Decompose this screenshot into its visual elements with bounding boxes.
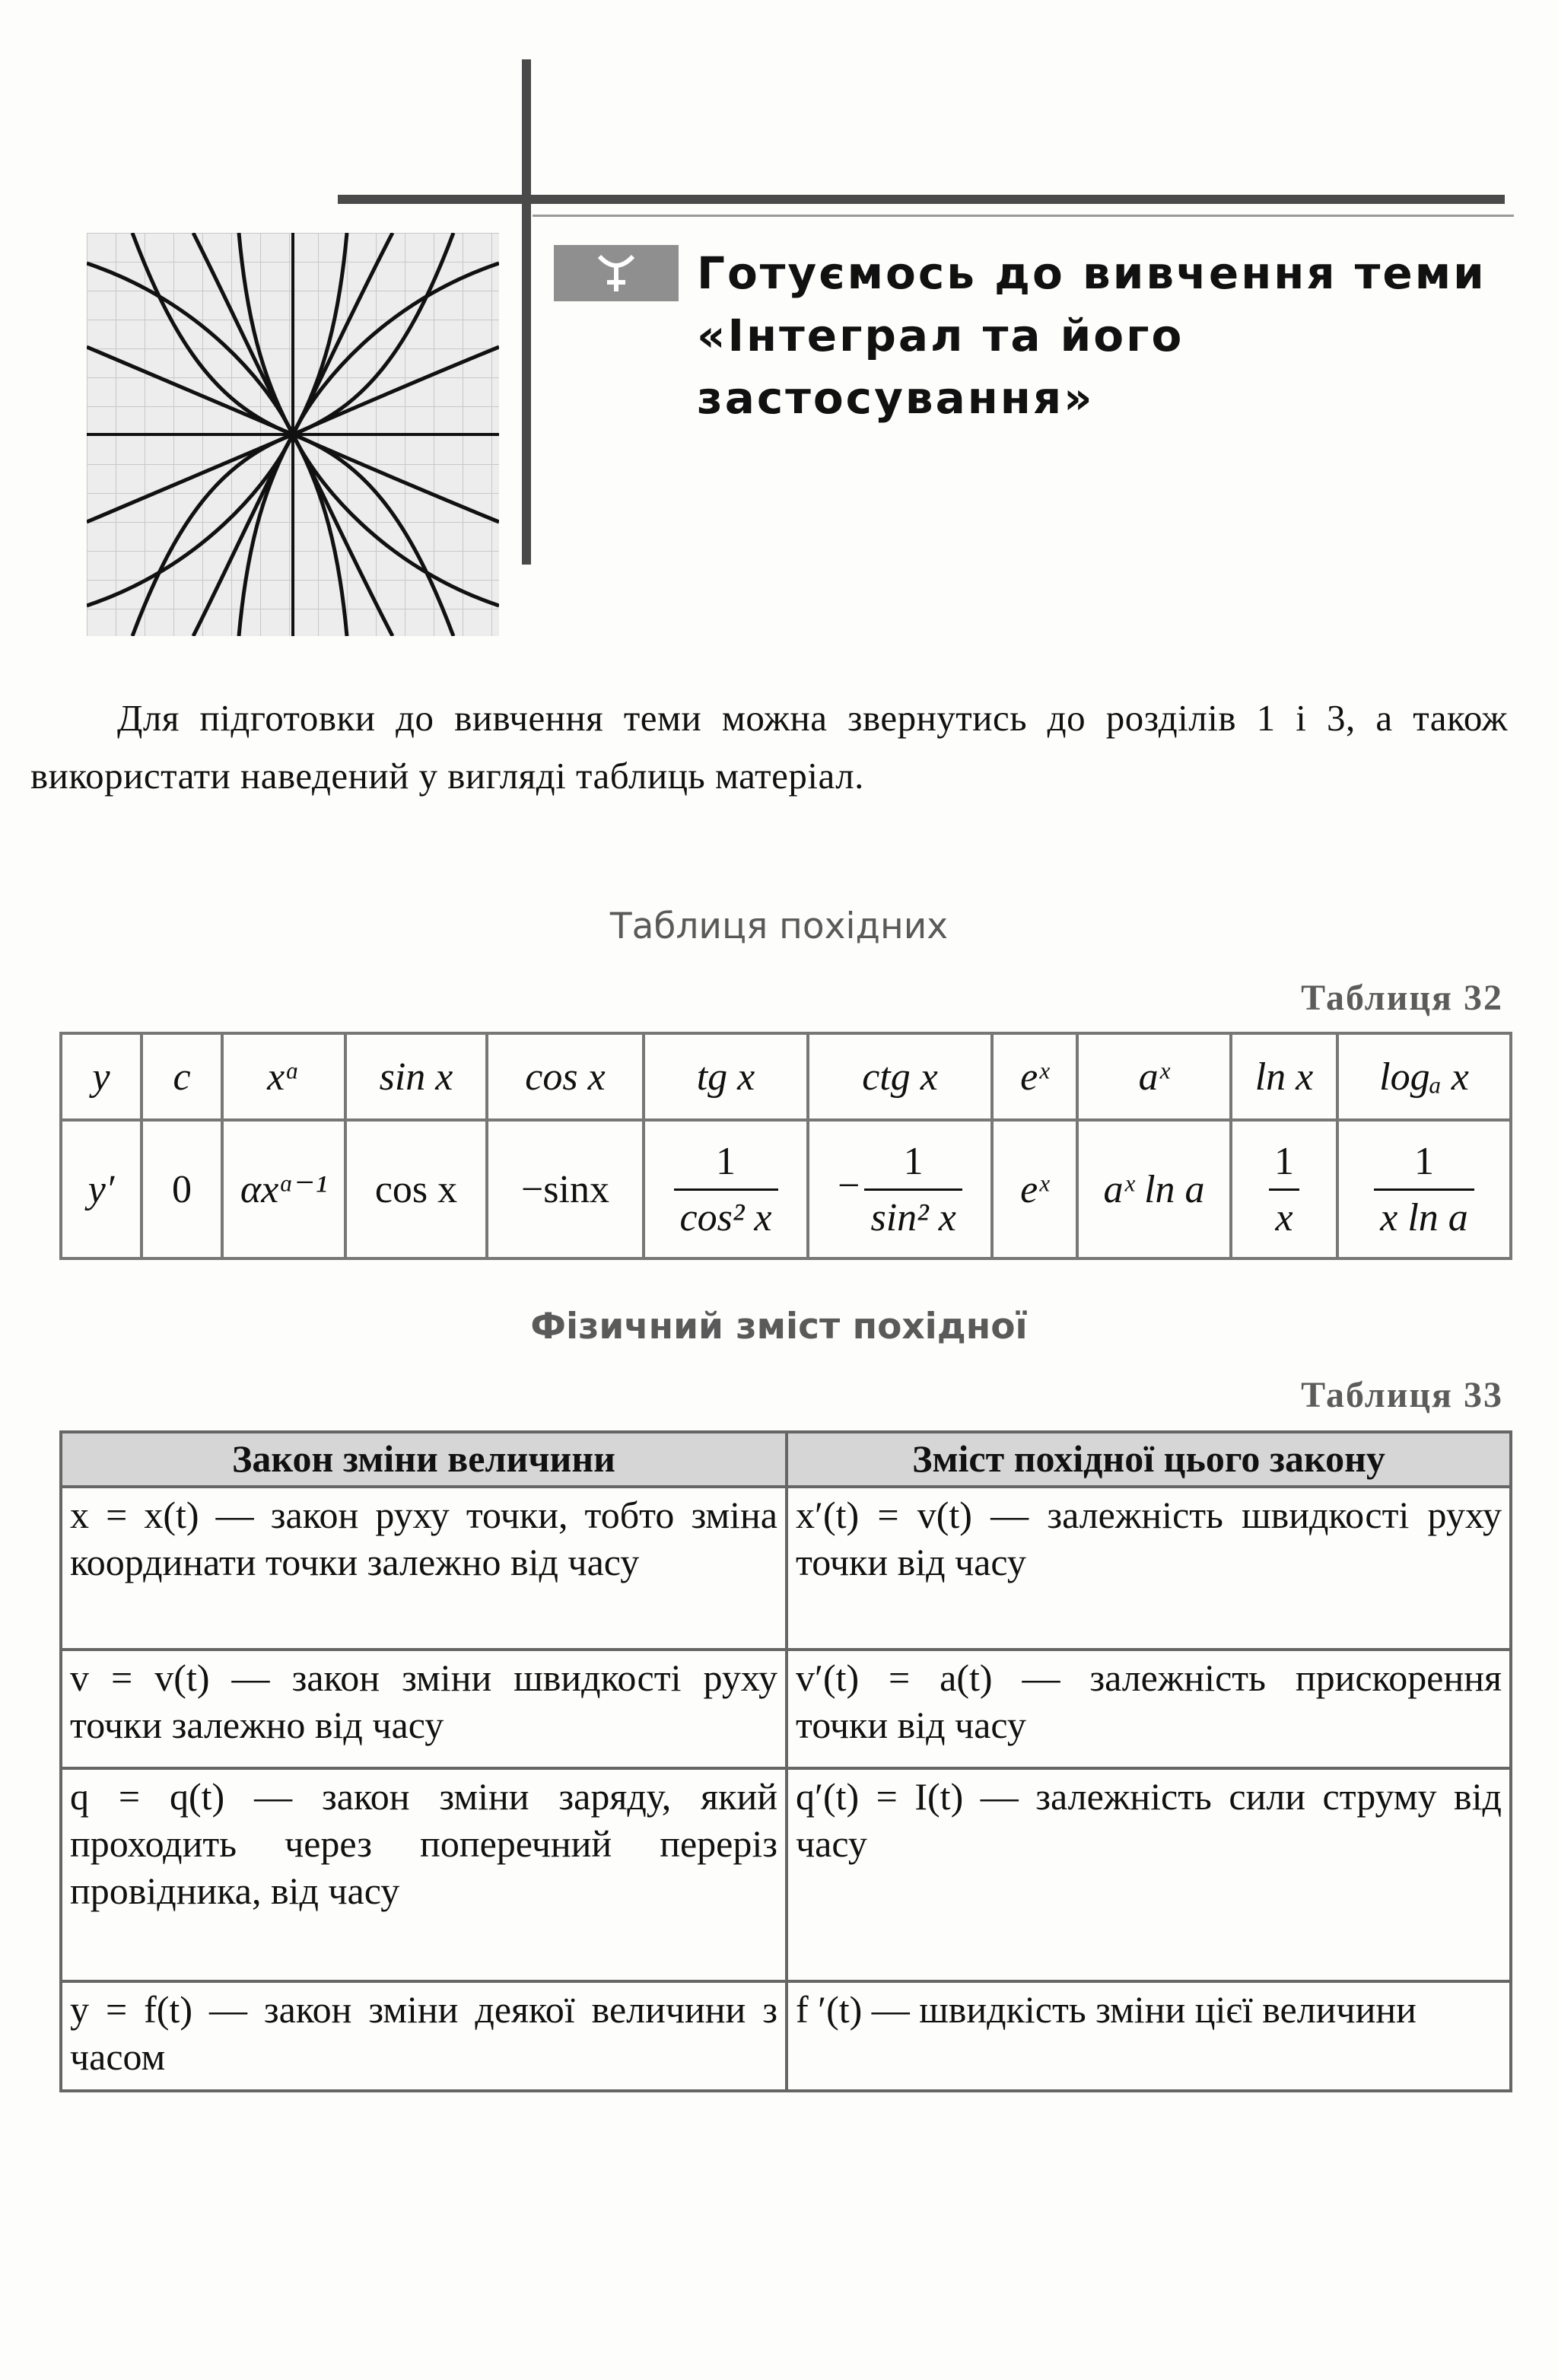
section-title: Готуємось до вивчення теми «Інтеграл та його застосування» — [697, 247, 1486, 424]
table-cell: cos x — [487, 1033, 644, 1120]
table-cell: y′ — [61, 1120, 141, 1258]
table-cell: eˣ — [992, 1033, 1077, 1120]
fraction — [864, 1139, 962, 1240]
table-cell: cos x — [345, 1120, 487, 1258]
denominator: cos² x — [674, 1188, 778, 1240]
table-cell: q = q(t) — закон зміни заряду, який проходить через поперечний переріз провідника, від часу — [61, 1768, 787, 1981]
table-cell: −sinx — [487, 1120, 644, 1258]
table-row — [61, 1650, 1511, 1768]
table-cell: x = x(t) — закон руху точки, тобто зміна координати точки залежно від часу — [61, 1487, 787, 1650]
table-header-row — [61, 1432, 1511, 1487]
table-32-label: Таблиця 32 — [1301, 978, 1503, 1018]
table-cell: 0 — [141, 1120, 222, 1258]
hyperbola-grid-illustration — [87, 233, 499, 636]
denominator: sin² x — [864, 1188, 962, 1240]
table-cell: ln x — [1231, 1033, 1337, 1120]
table-cell — [1337, 1120, 1511, 1258]
table-cell: c — [141, 1033, 222, 1120]
fraction — [1268, 1139, 1300, 1240]
column-header: Зміст похідної цього закону — [787, 1432, 1511, 1487]
table-cell: tg x — [644, 1033, 808, 1120]
section-emblem-icon — [593, 252, 639, 294]
table-cell: v = v(t) — закон зміни швидкості руху точки залежно від часу — [61, 1650, 787, 1768]
denominator: x — [1269, 1188, 1299, 1240]
intro-paragraph: Для підготовки до вивчення теми можна звернутись до розділів 1 і 3, а також використати наведений у вигляді таблиць матеріал. — [30, 697, 1508, 797]
table-cell: aˣ ln a — [1077, 1120, 1231, 1258]
table-32-heading: Таблиця похідних — [609, 905, 949, 947]
table-row — [61, 1487, 1511, 1650]
table-cell: x′(t) = v(t) — залежність швидкості руху точки від часу — [787, 1487, 1511, 1650]
derivative-row — [61, 1120, 1511, 1258]
table-cell: q′(t) = I(t) — залежність сили струму від часу — [787, 1768, 1511, 1981]
column-header: Закон зміни величини — [61, 1432, 787, 1487]
table-cell: sin x — [345, 1033, 487, 1120]
table-33-heading: Фізичний зміст похідної — [530, 1306, 1028, 1348]
table-cell: xᵅ — [222, 1033, 345, 1120]
fraction — [674, 1139, 778, 1240]
table-cell — [808, 1120, 992, 1258]
section-badge — [554, 245, 679, 301]
denominator: x ln a — [1374, 1188, 1474, 1240]
decorative-vertical-rule — [522, 59, 531, 565]
numerator: 1 — [716, 1139, 736, 1183]
physical-meaning-table — [59, 1430, 1512, 2092]
minus-sign: − — [838, 1163, 860, 1208]
function-row — [61, 1033, 1511, 1120]
table-cell: logₐ x — [1337, 1033, 1511, 1120]
table-cell: f ′(t) — швидкість зміни цієї величини — [787, 1981, 1511, 2091]
table-cell: v′(t) = a(t) — залежність прискорення точки від часу — [787, 1650, 1511, 1768]
hyperbola-graph-icon — [87, 233, 499, 636]
table-cell: y — [61, 1033, 141, 1120]
fraction — [1374, 1139, 1474, 1240]
table-cell: αxᵅ⁻¹ — [222, 1120, 345, 1258]
numerator: 1 — [1414, 1139, 1434, 1183]
table-cell — [644, 1120, 808, 1258]
numerator: 1 — [1274, 1139, 1294, 1183]
numerator: 1 — [903, 1139, 924, 1183]
derivatives-table — [59, 1032, 1512, 1260]
table-cell: ctg x — [808, 1033, 992, 1120]
table-cell: y = f(t) — закон зміни деякої величини з часом — [61, 1981, 787, 2091]
decorative-thin-rule — [533, 215, 1514, 217]
decorative-horizontal-rule — [338, 195, 1505, 204]
table-row — [61, 1768, 1511, 1981]
table-33-label: Таблиця 33 — [1301, 1375, 1503, 1415]
table-row — [61, 1981, 1511, 2091]
table-cell: eˣ — [992, 1120, 1077, 1258]
table-cell: aˣ — [1077, 1033, 1231, 1120]
table-cell — [1231, 1120, 1337, 1258]
